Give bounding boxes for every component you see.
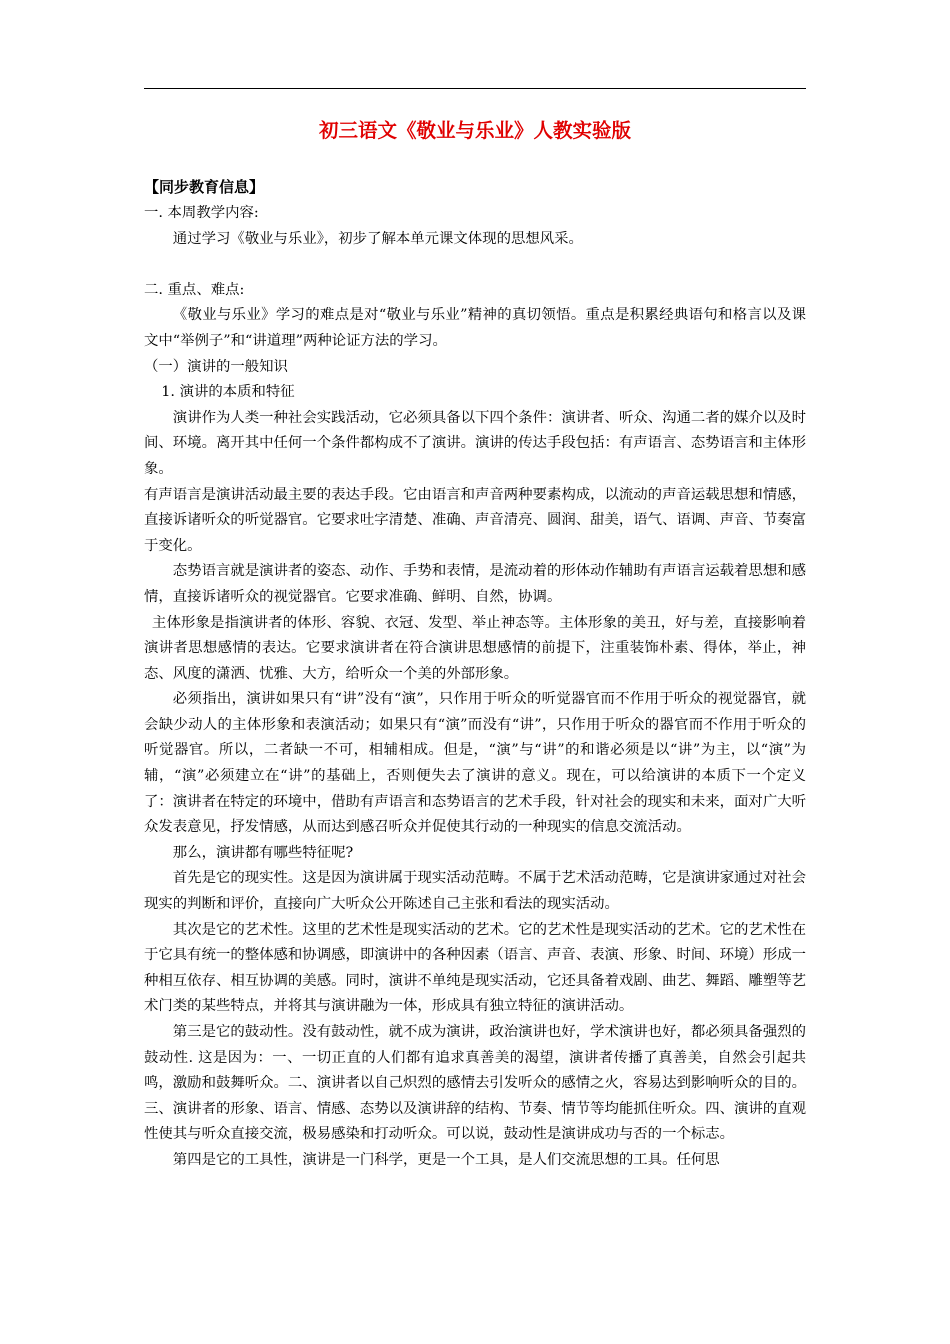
section-heading: 【同步教育信息】 [144,178,265,196]
heading-weekly-content: 一. 本周教学内容: [144,205,259,221]
paragraph: 其次是它的艺术性。这里的艺术性是现实活动的艺术。它的艺术性是现实活动的艺术。它的艺术性在于它具有统一的整体感和协调感，即演讲中的各种因素（语言、声音、表演、形象、时间、环境）形成一种相互依存、相互协调的美感。同时，演讲不单纯是现实活动，它还具备着戏剧、曲艺、舞蹈、雕塑等艺术门类的某些特点，并将其与演讲融为一体，形成具有独立特征的演讲活动。 [144,921,806,1015]
paragraph: 那么，演讲都有哪些特征呢? [172,844,354,861]
document-body [144,174,806,1174]
subheading-speech-nature: 1. 演讲的本质和特征 [161,384,295,401]
paragraph: 演讲作为人类一种社会实践活动，它必须具备以下四个条件：演讲者、听众、沟通二者的媒介以及时间、环境。离开其中任何一个条件都构成不了演讲。演讲的传达手段包括：有声语言、态势语言和主体形象。 [144,409,806,477]
paragraph: 第四是它的工具性，演讲是一门科学，更是一个工具，是人们交流思想的工具。任何思 [172,1151,720,1168]
paragraph: 态势语言就是演讲者的姿态、动作、手势和表情，是流动着的形体动作辅助有声语言运载着思想和感情，直接诉诸听众的视觉器官。它要求准确、鲜明、自然，协调。 [144,563,806,605]
header-rule [144,88,806,89]
spacer [144,252,806,278]
paragraph: 通过学习《敬业与乐业》，初步了解本单元课文体现的思想风采。 [172,230,583,247]
paragraph: 主体形象是指演讲者的体形、容貌、衣冠、发型、举止神态等。主体形象的美丑，好与差，直接影响着演讲者思想感情的表达。它要求演讲者在符合演讲思想感情的前提下，注重装饰朴素、得体，举止，神态、风度的潇洒、忧雅、大方，给听众一个美的外部形象。 [144,614,806,682]
subheading-speech-knowledge: （一）演讲的一般知识 [144,358,288,375]
document-title: 初三语文《敬业与乐业》人教实验版 [318,119,631,142]
paragraph: 有声语言是演讲活动最主要的表达手段。它由语言和声音两种要素构成，以流动的声音运载思想和情感，直接诉诸听众的听觉器官。它要求吐字清楚、准确、声音清亮、圆润、甜美，语气、语调、声音、节奏富于变化。 [144,486,806,554]
paragraph: 《敬业与乐业》学习的难点是对“敬业与乐业”精神的真切领悟。重点是积累经典语句和格言以及课文中“举例子”和“讲道理”两种论证方法的学习。 [144,307,806,349]
paragraph: 首先是它的现实性。这是因为演讲属于现实活动范畴。不属于艺术活动范畴，它是演讲家通过对社会现实的判断和评价，直接向广大听众公开陈述自己主张和看法的现实活动。 [144,870,806,913]
paragraph: 第三是它的鼓动性。没有鼓动性，就不成为演讲，政治演讲也好，学术演讲也好，都必须具备强烈的鼓动性. 这是因为：一、一切正直的人们都有追求真善美的渴望，演讲者传播了真善美，自然会引起共鸣，激励和鼓舞听众。二、演讲者以自己炽烈的感情去引发听众的感情之火，容易达到影响听众的目的。三、演讲者的形象、语言、情感、态势以及演讲辞的结构、节奏、情节等均能抓住听众。四、演讲的直观性使其与听众直接交流，极易感染和打动听众。可以说，鼓动性是演讲成功与否的一个标志。 [144,1024,806,1143]
paragraph: 必须指出，演讲如果只有“讲”没有“演”，只作用于听众的听觉器官而不作用于听众的视觉器官，就会缺少动人的主体形象和表演活动；如果只有“演”而没有“讲”，只作用于听众的器官而不作用于听众的听觉器官。所以，二者缺一不可，相辅相成。但是，“演”与“讲”的和谐必须是以“讲”为主，以“演”为辅，“演”必须建立在“讲”的基础上，否则便失去了演讲的意义。现在，可以给演讲的本质下一个定义了：演讲者在特定的环境中，借助有声语言和态势语言的艺术手段，针对社会的现实和未来，面对广大听众发表意见，抒发情感，从而达到感召听众并促使其行动的一种现实的信息交流活动。 [144,691,806,836]
heading-key-points: 二. 重点、难点: [144,281,245,298]
